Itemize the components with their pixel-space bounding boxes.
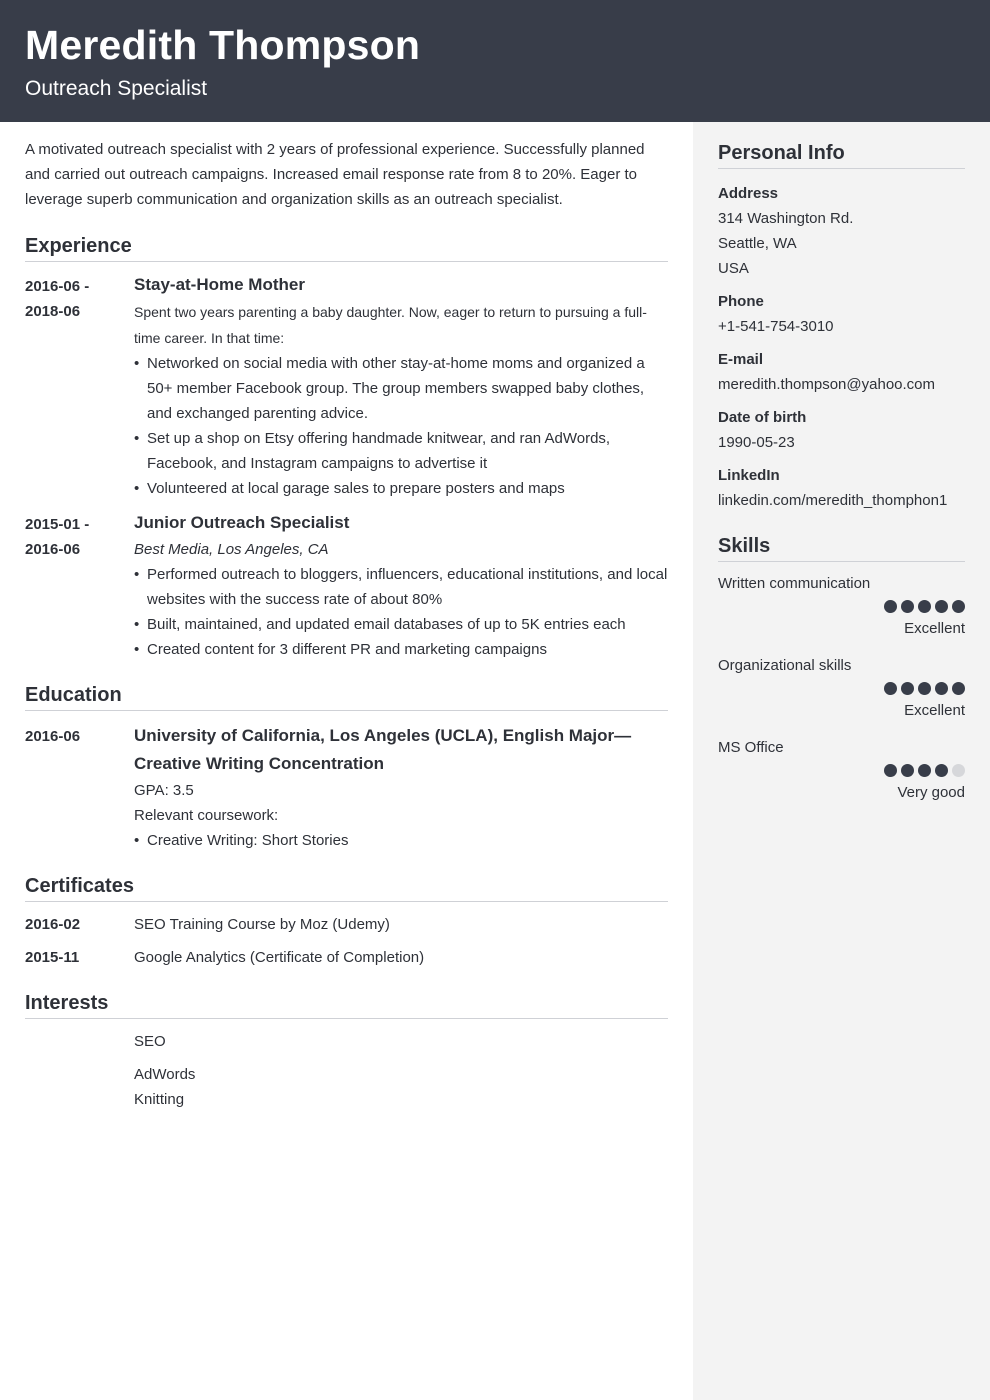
address-label: Address [718, 185, 779, 202]
address-line: USA [718, 260, 749, 277]
rating-dot-filled [901, 682, 914, 695]
job-description: Spent two years parenting a baby daughter. Now, eager to return to pursuing a full-time career. In that time: [134, 304, 647, 346]
linkedin-block [718, 463, 965, 513]
phone-block [718, 289, 965, 339]
certificates-section [25, 873, 668, 970]
experience-item [25, 273, 668, 501]
section-title-interests: Interests [25, 990, 668, 1019]
email-value: meredith.thompson@yahoo.com [718, 376, 936, 393]
candidate-name: Meredith Thompson [25, 22, 421, 68]
skill-level: Excellent [904, 620, 965, 637]
rating-dot-filled [884, 764, 897, 777]
certificate-item [25, 945, 668, 970]
rating-dot-filled [935, 682, 948, 695]
certificate-item [25, 912, 668, 937]
rating-dot-filled [901, 600, 914, 613]
skill-rating [718, 682, 965, 698]
bullet-item: • Created content for 3 different PR and marketing campaigns [134, 637, 668, 662]
linkedin-label: LinkedIn [718, 467, 780, 484]
bullet-item: • Performed outreach to bloggers, influencers, educational institutions, and local websites with the success rate of about 80% [134, 562, 668, 612]
date-start: 2015-01 - [25, 516, 90, 533]
coursework-list [134, 828, 668, 853]
education-section [25, 682, 668, 853]
date-end: 2016-06 [25, 541, 81, 558]
company-name: Best Media, Los Angeles, CA [134, 541, 329, 558]
interest-name: SEO [134, 1033, 166, 1050]
interest-item [25, 1029, 668, 1054]
experience-content [134, 273, 668, 501]
skill-item [718, 573, 965, 640]
bullet-item: • Set up a shop on Etsy offering handmade knitwear, and ran AdWords, Facebook, and Instagram campaigns to advertise it [134, 426, 668, 476]
email-block [718, 347, 965, 397]
rating-dot-filled [901, 764, 914, 777]
rating-dot-filled [918, 764, 931, 777]
certificate-name: SEO Training Course by Moz (Udemy) [134, 916, 390, 933]
degree-title: University of California, Los Angeles (UCLA), English Major—Creative Writing Concentration [134, 726, 632, 773]
rating-dot-filled [918, 682, 931, 695]
job-bullets [134, 351, 668, 501]
bullet-item: • Networked on social media with other stay-at-home moms and organized a 50+ member Facebook group. The group members swapped baby clothes, and exchanged parenting advice. [134, 351, 668, 426]
skill-name: Written communication [718, 575, 871, 592]
experience-date [25, 511, 134, 662]
address-block [718, 181, 965, 281]
rating-dot-filled [952, 600, 965, 613]
bullet-item: • Built, maintained, and updated email databases of up to 5K entries each [134, 612, 668, 637]
rating-dot-filled [952, 682, 965, 695]
address-line: 314 Washington Rd. [718, 210, 854, 227]
certificate-date: 2015-11 [25, 949, 80, 966]
skill-name: MS Office [718, 739, 784, 756]
candidate-job-title: Outreach Specialist [25, 77, 208, 100]
job-bullets [134, 562, 668, 662]
rating-dot-filled [935, 764, 948, 777]
job-role: Stay-at-Home Mother [134, 275, 305, 294]
interest-item [25, 1062, 668, 1087]
profile-summary: A motivated outreach specialist with 2 years of professional experience. Successfully planned and carried out outreach campaigns. Increased email response rate from 8 to 20%. Eager to leverage superb communication and organization skills as an outreach specialist. [25, 141, 645, 208]
main-column [25, 137, 668, 1112]
bullet-item: • Volunteered at local garage sales to prepare posters and maps [134, 476, 668, 501]
education-date: 2016-06 [25, 728, 81, 745]
bullet-item: • Creative Writing: Short Stories [134, 828, 668, 853]
sidebar-content [718, 140, 965, 804]
interest-name: Knitting [134, 1091, 185, 1108]
rating-dot-filled [935, 600, 948, 613]
section-title-certificates: Certificates [25, 873, 668, 902]
section-title-education: Education [25, 682, 668, 711]
skills-list [718, 573, 965, 804]
linkedin-value: linkedin.com/meredith_thomphon1 [718, 492, 948, 509]
rating-dot-filled [918, 600, 931, 613]
skill-level: Very good [897, 784, 965, 801]
dob-value: 1990-05-23 [718, 434, 795, 451]
education-content [134, 722, 668, 853]
rating-dot-empty [952, 764, 965, 777]
education-item [25, 722, 668, 853]
date-start: 2016-06 - [25, 278, 90, 295]
skill-item [718, 737, 965, 804]
rating-dot-filled [884, 600, 897, 613]
interest-name: AdWords [134, 1066, 196, 1083]
interests-section [25, 990, 668, 1112]
certificate-name: Google Analytics (Certificate of Completion) [134, 949, 425, 966]
skill-item [718, 655, 965, 722]
interest-item [25, 1087, 668, 1112]
email-label: E-mail [718, 351, 764, 368]
certificate-date: 2016-02 [25, 916, 81, 933]
section-title-experience: Experience [25, 233, 668, 262]
skill-rating [718, 600, 965, 616]
dob-block [718, 405, 965, 455]
experience-section [25, 233, 668, 662]
section-title-skills: Skills [718, 533, 965, 562]
address-line: Seattle, WA [718, 235, 797, 252]
date-end: 2018-06 [25, 303, 81, 320]
experience-item [25, 511, 668, 662]
section-title-personal-info: Personal Info [718, 140, 965, 169]
experience-content [134, 511, 668, 662]
job-role: Junior Outreach Specialist [134, 513, 350, 532]
skill-name: Organizational skills [718, 657, 852, 674]
dob-label: Date of birth [718, 409, 807, 426]
skill-rating [718, 764, 965, 780]
phone-label: Phone [718, 293, 764, 310]
experience-date [25, 273, 134, 501]
phone-value: +1-541-754-3010 [718, 318, 834, 335]
skill-level: Excellent [904, 702, 965, 719]
resume-header [0, 0, 990, 122]
education-gpa: GPA: 3.5 [134, 782, 194, 799]
rating-dot-filled [884, 682, 897, 695]
coursework-label: Relevant coursework: [134, 807, 279, 824]
